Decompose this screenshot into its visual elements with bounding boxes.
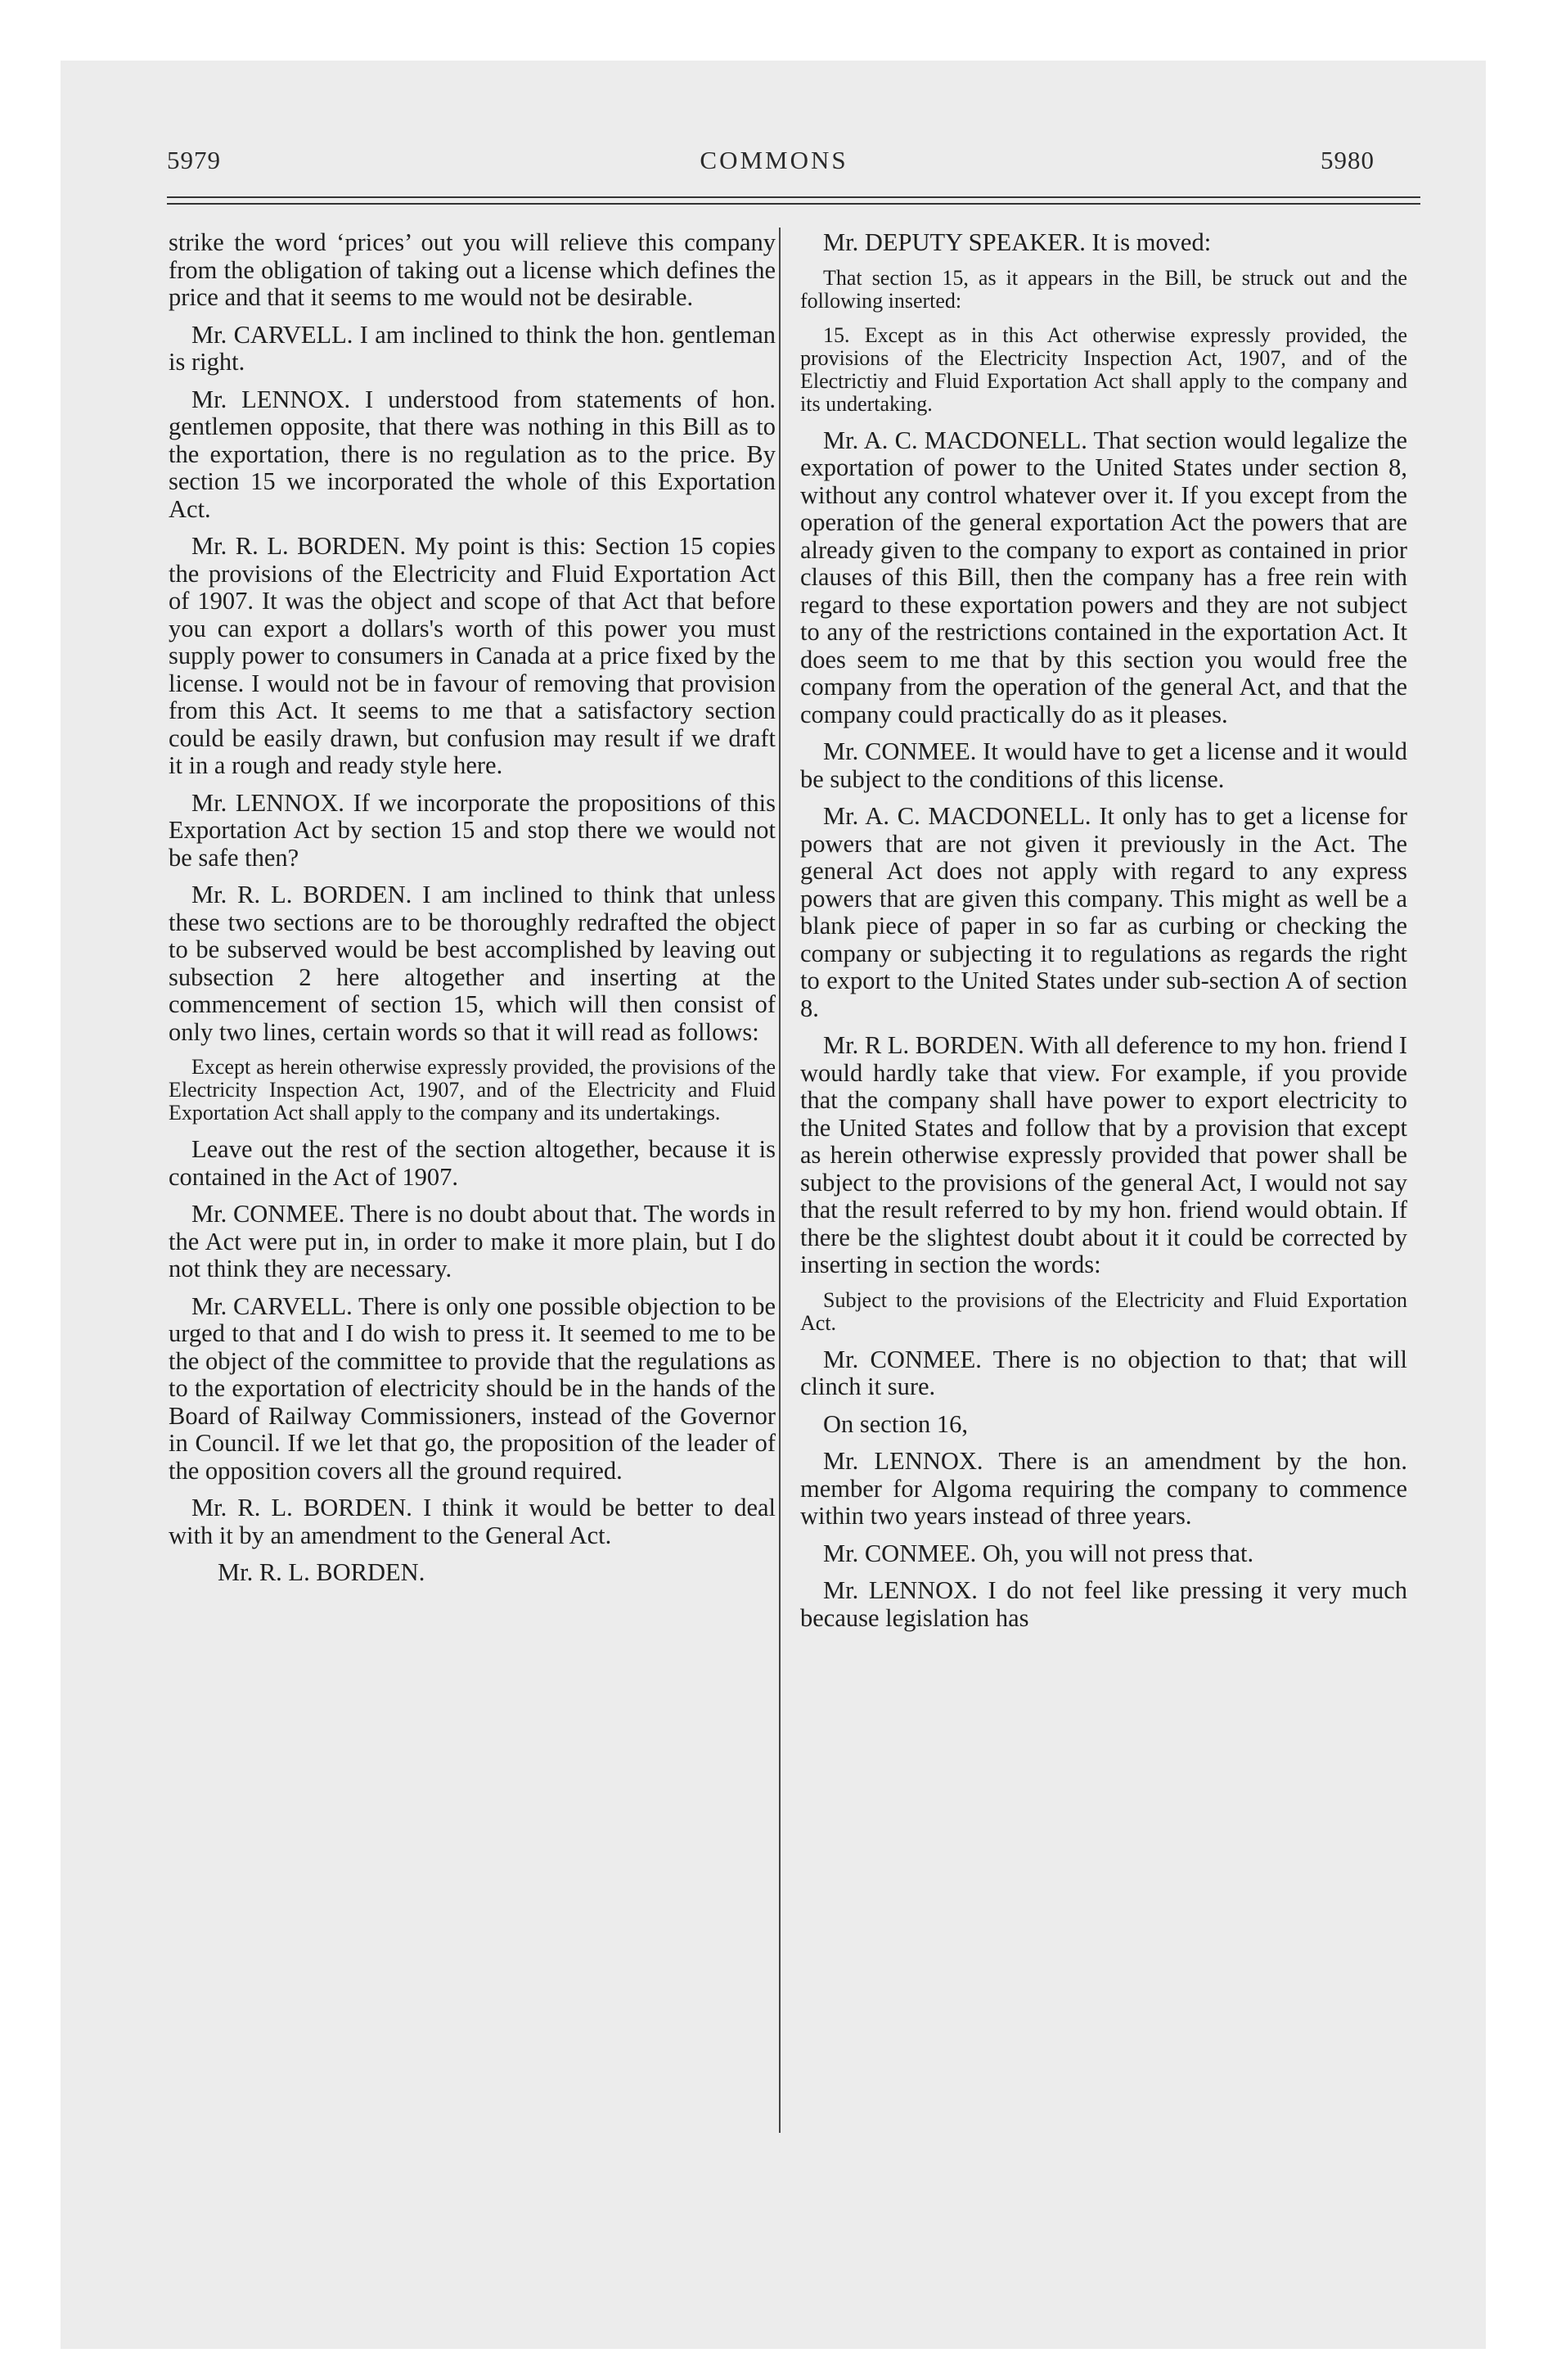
paragraph-text: With all deference to my hon. friend I would hardly take that view. For example, if you provide that the company shall have power to export electricity to the United States and follow that by a provision that except as herein otherwise expressly provided that power shall be subject to the provisions of the general Act, I would not say that the result referred to by my hon. friend would obtain. If there be the slightest doubt about it it could be corrected by inserting in section the words: — [800, 1031, 1407, 1278]
speaker-name: Mr. LENNOX. — [191, 385, 351, 413]
paragraph-text: strike the word ‘prices’ out you will relieve this company from the obligation of taking out a license which defines the price and that it seems to me would not be desirable. — [169, 228, 776, 311]
speaker-name: Mr. A. C. MACDONELL. — [823, 802, 1091, 830]
paragraph-text: On section 16, — [823, 1409, 969, 1438]
paragraph-text: If we incorporate the propositions of this Exportation Act by section 15 and stop there we would not be safe then? — [169, 788, 776, 872]
paragraph-text: That section 15, as it appears in the Bill, be struck out and the following inserted: — [800, 265, 1407, 313]
speaker-name: Mr. CARVELL. — [191, 320, 353, 349]
paragraph — [800, 427, 1407, 729]
paragraph-text: It is moved: — [1091, 228, 1212, 256]
paragraph-text: I am inclined to think the hon. gentleman is right. — [169, 320, 776, 376]
right-column — [800, 229, 1407, 1642]
speaker-name: Mr. LENNOX. — [823, 1576, 978, 1604]
paragraph — [169, 1494, 776, 1549]
paragraph — [169, 322, 776, 376]
paragraph-text: There is an amendment by the hon. member for Algoma requiring the company to commence within two years instead of three years. — [800, 1447, 1407, 1530]
paragraph-text: I am inclined to think that unless these two sections are to be thoroughly redrafted the object to be subserved would be best accomplished by leaving out subsection 2 here altogether and inserting at the commencement of section 15, which will then consist of only two lines, certain words so that it will read as follows: — [169, 881, 776, 1046]
paragraph-text: There is only one possible objection to be urged to that and I do wish to press it. It seemed to me to be the object of the committee to provide that the regulations as to the exportation of electricity should be in the hands of the Board of Railway Commissioners, instead of the Governor in Council. If we let that go, the proposition of the leader of the opposition covers all the ground required. — [169, 1291, 776, 1485]
page-title: COMMONS — [700, 146, 848, 174]
paragraph-text: There is no doubt about that. The words in the Act were put in, in order to make it more plain, but I do not think they are necessary. — [169, 1200, 776, 1282]
speaker-name: Mr. CONMEE. — [823, 737, 977, 765]
paragraph-text: Subject to the provisions of the Electricity and Fluid Exportation Act. — [800, 1287, 1407, 1335]
page-number-left: 5979 — [167, 146, 221, 174]
speaker-name: Mr. CARVELL. — [191, 1291, 353, 1320]
paragraph-text: My point is this: Section 15 copies the provisions of the Electricity and Fluid Exportation Act of 1907. It was the object and scope of that Act that before you can export a dollars's worth of this power you must supply power to consumers in Canada at a price fixed by the license. I would not be in favour of removing that provision from this Act. It seems to me that a satisfactory section could be easily drawn, but confusion may result if we draft it in a rough and ready style here. — [169, 532, 776, 779]
paragraph — [800, 1540, 1407, 1568]
paragraph-text: It only has to get a license for powers that are not given it previously in the Act. The general Act does not apply with regard to any express powers that are given this company. This might as well be a blank piece of paper in so far as curbing or checking the company or subjecting it to regulations as regards the right to export to the United States under sub-section A of section 8. — [800, 802, 1408, 1022]
paragraph-text: That section would legalize the exportation of power to the United States under section 8, without any control whatever over it. If you except from the operation of the general exportation Act the powers that are already given to the company to export as contained in prior clauses of this Bill, then the company has a free rein with regard to these exportation powers and they are not subject to any of the restrictions contained in the exportation Act. It does seem to me that by this section you would free the company from the operation of the general Act, and that the company could practically do as it pleases. — [800, 426, 1407, 728]
speaker-name: Mr. R L. BORDEN. — [823, 1031, 1024, 1059]
paragraph — [800, 1032, 1407, 1279]
paragraph — [169, 790, 776, 872]
speaker-name: Mr. CONMEE. — [823, 1539, 977, 1567]
paragraph — [169, 229, 776, 312]
paragraph — [169, 1201, 776, 1283]
paragraph-text: Except as herein otherwise expressly provided, the provisions of the Electricity Inspection Act, 1907, and of the Electricity and Fluid Exportation Act shall apply to the company and its undertakings. — [169, 1055, 776, 1125]
paragraph-text: It would have to get a license and it would be subject to the conditions of this license. — [800, 737, 1407, 793]
paragraph-text: I do not feel like pressing it very much because legislation has — [800, 1576, 1407, 1632]
paragraph — [169, 386, 776, 524]
quoted-passage — [800, 1289, 1407, 1335]
paragraph-text: I understood from statements of hon. gentlemen opposite, that there was nothing in this Bill as to the exportation, there is no regulation as to the price. By section 15 we incorporated the whole of this Exportation Act. — [169, 385, 776, 523]
paragraph — [169, 1293, 776, 1485]
paragraph — [800, 1411, 1407, 1439]
paragraph-text: 15. Except as in this Act otherwise expressly provided, the provisions of the Electricity Inspection Act, 1907, and of the Electrictiy and Fluid Exportation Act shall apply to the company and its undertaking. — [800, 322, 1407, 416]
column-divider — [779, 228, 781, 2133]
paragraph — [169, 881, 776, 1046]
paragraph-text: There is no objection to that; that will clinch it sure. — [800, 1345, 1407, 1400]
paragraph-text: Oh, you will not press that. — [982, 1539, 1254, 1567]
speaker-name: Mr. A. C. MACDONELL. — [823, 426, 1087, 454]
speaker-name: Mr. R. L. BORDEN. — [191, 881, 412, 908]
speaker-name: Mr. CONMEE. — [823, 1345, 982, 1373]
paragraph — [800, 229, 1407, 257]
header-rule-top — [167, 196, 1420, 198]
header-rule-bottom — [167, 203, 1420, 205]
paragraph — [800, 803, 1407, 1022]
paragraph — [800, 1577, 1407, 1632]
paragraph — [169, 1559, 776, 1587]
speaker-name: Mr. R. L. BORDEN. — [191, 532, 407, 560]
speaker-name: Mr. R. L. BORDEN. — [218, 1558, 425, 1586]
quoted-passage — [800, 267, 1407, 313]
paragraph-text: I think it would be better to deal with it by an amendment to the General Act. — [169, 1494, 776, 1549]
paragraph-text: Leave out the rest of the section altogether, because it is contained in the Act of 1907. — [169, 1135, 776, 1191]
speaker-name: Mr. R. L. BORDEN. — [191, 1494, 412, 1521]
paragraph — [800, 1448, 1407, 1530]
left-column — [169, 229, 776, 1597]
quoted-passage — [169, 1056, 776, 1125]
quoted-passage — [800, 324, 1407, 416]
speaker-name: Mr. LENNOX. — [823, 1447, 983, 1475]
speaker-name: Mr. LENNOX. — [191, 788, 344, 817]
page-number-right: 5980 — [1321, 146, 1375, 174]
paragraph — [169, 1136, 776, 1191]
paragraph — [800, 1346, 1407, 1401]
paragraph — [800, 738, 1407, 793]
speaker-name: Mr. DEPUTY SPEAKER. — [823, 228, 1086, 256]
speaker-name: Mr. CONMEE. — [191, 1200, 345, 1228]
paragraph — [169, 533, 776, 780]
